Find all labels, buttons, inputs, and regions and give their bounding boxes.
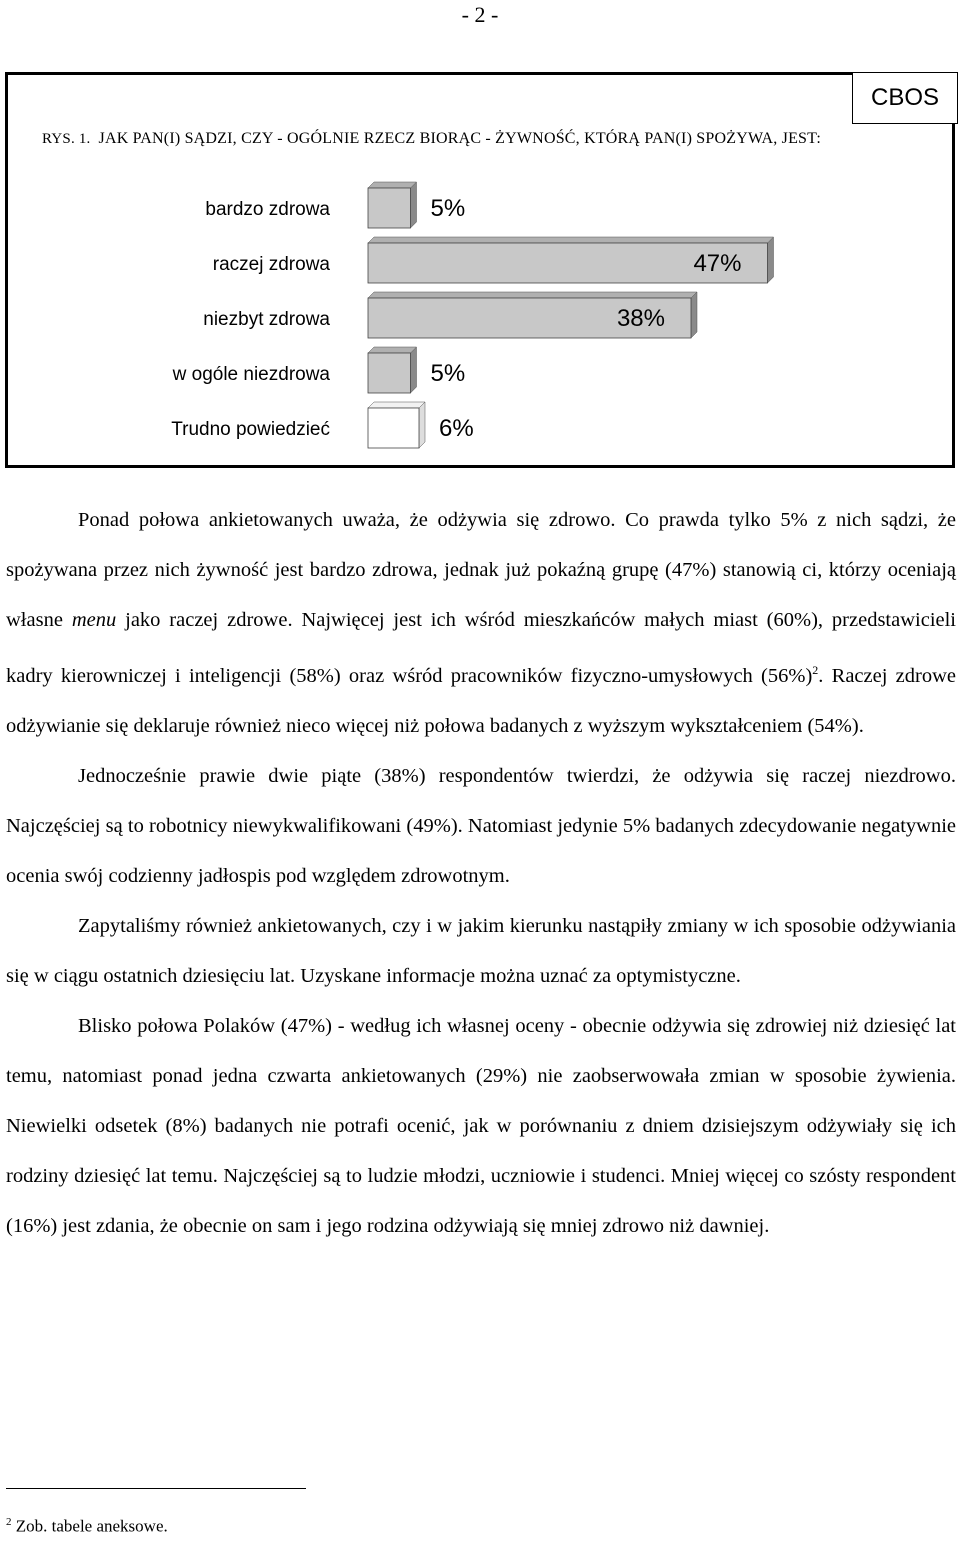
paragraph-1: Ponad połowa ankietowanych uważa, że odżywia się zdrowo. Co prawda tylko 5% z nich sądzi, że spożywana przez nich żywność jest bardzo zdrowa, jednak już pokaźną grupę (47%) stanowią ci, którzy oceniają własne menu jako raczej zdrowe. Najwięcej jest ich wśród mieszkańców małych miast (60%), przedstawicieli kadry kierowniczej i inteligencji (58%) oraz wśród pracowników fizyczno-umysłowych $(56\%)^2$. Raczej zdrowe odżywianie się deklaruje również nieco więcej niż połowa badanych z wyższym wykształceniem (54%). bbox=[6, 509, 957, 737]
bar-side bbox=[411, 347, 417, 393]
bar bbox=[368, 408, 419, 448]
bar-top bbox=[368, 237, 774, 243]
category-label: niezbyt zdrowa bbox=[203, 309, 330, 330]
footnote-ref: 2 bbox=[812, 663, 819, 677]
footnote-marker: 2 bbox=[6, 1516, 12, 1528]
bar bbox=[368, 188, 411, 228]
value-label: 38% bbox=[616, 305, 665, 332]
paragraph-4: Blisko połowa Polaków (47%) - według ich własnej oceny - obecnie odżywia się zdrowiej niż dziesięć lat temu, natomiast ponad jedna czwarta ankietowanych (29%) nie zaobserwowała zmian w sposobie żywienia. Niewielki odsetek (8%) badanych nie potrafi ocenić, jak w porównaniu z dniem dzisiejszym odżywiały się ich rodziny dziesięć lat temu. Najczęściej są to ludzie młodzi, uczniowie i studenci. Mniej więcej co szósty respondent (16%) jest zdania, że obecnie on sam i jego rodzina odżywiają się mniej zdrowo niż dawniej. bbox=[6, 1014, 956, 1237]
value-label: 5% bbox=[430, 195, 466, 222]
bar bbox=[368, 353, 411, 393]
source-tag: CBOS bbox=[852, 72, 958, 124]
value-label: 6% bbox=[439, 415, 474, 442]
footnote-text: Zob. tabele aneksowe. bbox=[15, 1516, 168, 1536]
figure-label: RYS. 1. bbox=[42, 131, 91, 147]
bar-side bbox=[419, 402, 425, 448]
body-text bbox=[6, 495, 956, 1251]
bar-chart bbox=[0, 0, 960, 470]
category-label: raczej zdrowa bbox=[212, 254, 330, 275]
bar-side bbox=[411, 182, 417, 228]
paragraph-3: Zapytaliśmy również ankietowanych, czy i w jakim kierunku nastąpiły zmiany w ich sposobie odżywiania się w ciągu ostatnich dziesięciu lat. Uzyskane informacje można uznać za optymistyczne. bbox=[6, 914, 956, 987]
paragraph-2: Jednocześnie prawie dwie piąte (38%) respondentów twierdzi, że odżywia się raczej niezdrowo. Najczęściej są to robotnicy niewykwalifikowani (49%). Natomiast jedynie 5% badanych zdecydowanie negatywnie ocenia swój codzienny jadłospis pod względem zdrowotnym. bbox=[6, 764, 956, 887]
footnote-separator bbox=[6, 1488, 306, 1489]
bar-side bbox=[768, 237, 774, 283]
value-label: 47% bbox=[693, 250, 742, 277]
bar-top bbox=[368, 182, 417, 188]
category-label: bardzo zdrowa bbox=[205, 199, 330, 220]
bar-top bbox=[368, 347, 417, 353]
value-label: 5% bbox=[430, 360, 466, 387]
menu-term: menu bbox=[71, 609, 117, 631]
figure-question: JAK PAN(I) SĄDZI, CZY - OGÓLNIE RZECZ BIORĄC - ŻYWNOŚĆ, KTÓRĄ PAN(I) SPOŻYWA, JEST: bbox=[98, 130, 821, 147]
footnote bbox=[6, 1516, 168, 1537]
bar-side bbox=[691, 292, 697, 338]
bar-top bbox=[368, 402, 425, 408]
category-label: Trudno powiedzieć bbox=[171, 419, 330, 440]
bar-top bbox=[368, 292, 697, 298]
page-number: - 2 - bbox=[461, 2, 499, 27]
category-label: w ogóle niezdrowa bbox=[172, 364, 330, 385]
